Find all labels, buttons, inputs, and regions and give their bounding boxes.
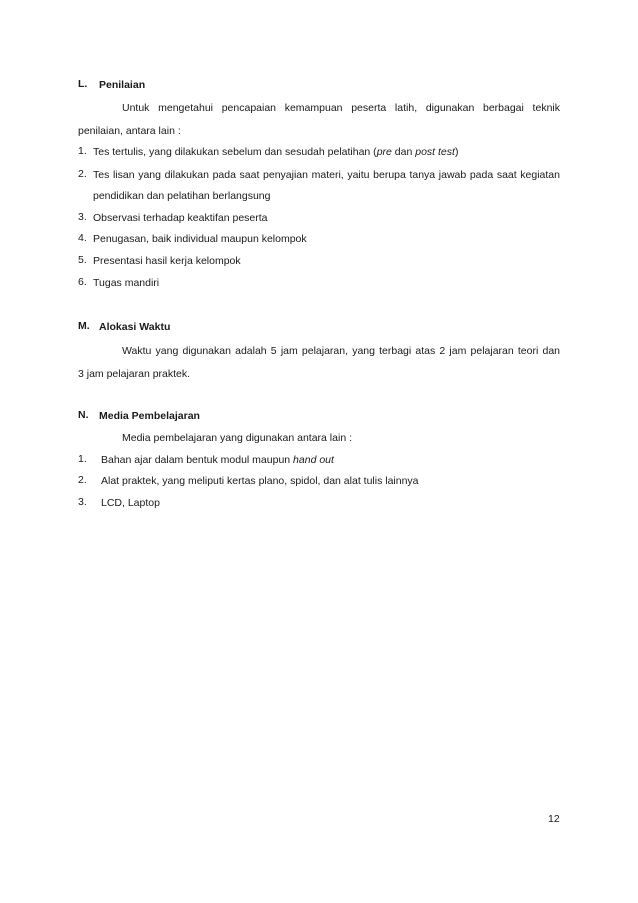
section-l-item-5-num: 5. [78,254,87,266]
section-l-item-5: Presentasi hasil kerja kelompok [93,255,241,267]
section-l-item-4-num: 4. [78,232,87,244]
section-l-item-2-num: 2. [78,168,87,180]
section-l-item-3: Observasi terhadap keaktifan peserta [93,212,268,224]
section-l-item-2-line1: Tes lisan yang dilakukan pada saat penyajian materi, yaitu berupa tanya jawab pada saat kegiatan [93,169,560,181]
section-l-item-6-num: 6. [78,276,87,288]
section-l-letter: L. [78,78,88,90]
section-n-item-3: LCD, Laptop [101,497,160,509]
section-n-item-1-num: 1. [78,453,87,465]
section-l-intro-line2: penilaian, antara lain : [78,125,181,137]
section-m-letter: M. [78,320,90,332]
section-n-item-1: Bahan ajar dalam bentuk modul maupun hand out [101,454,334,466]
section-l-item-6: Tugas mandiri [93,277,160,289]
section-l-title: Penilaian [99,79,146,91]
section-n-item-2: Alat praktek, yang meliputi kertas plano, spidol, dan alat tulis lainnya [101,475,419,487]
section-m-title: Alokasi Waktu [99,321,171,333]
section-n-item-3-num: 3. [78,496,87,508]
section-n-title: Media Pembelajaran [99,410,200,422]
section-m-line2: 3 jam pelajaran praktek. [78,368,191,380]
section-m-line1: Waktu yang digunakan adalah 5 jam pelajaran, yang terbagi atas 2 jam pelajaran teori dan [122,345,560,357]
section-l-item-3-num: 3. [78,211,87,223]
section-n-item-2-num: 2. [78,474,87,486]
section-n-intro: Media pembelajaran yang digunakan antara lain : [122,432,352,444]
section-l-intro-line1: Untuk mengetahui pencapaian kemampuan peserta latih, digunakan berbagai teknik [122,102,560,114]
section-l-item-2-line2: pendidikan dan pelatihan berlangsung [93,190,271,202]
section-l-item-1-num: 1. [78,145,87,157]
page-number: 12 [548,813,560,825]
section-l-item-1: Tes tertulis, yang dilakukan sebelum dan sesudah pelatihan (pre dan post test) [93,146,459,158]
section-n-letter: N. [78,409,89,421]
section-l-item-4: Penugasan, baik individual maupun kelompok [93,233,307,245]
